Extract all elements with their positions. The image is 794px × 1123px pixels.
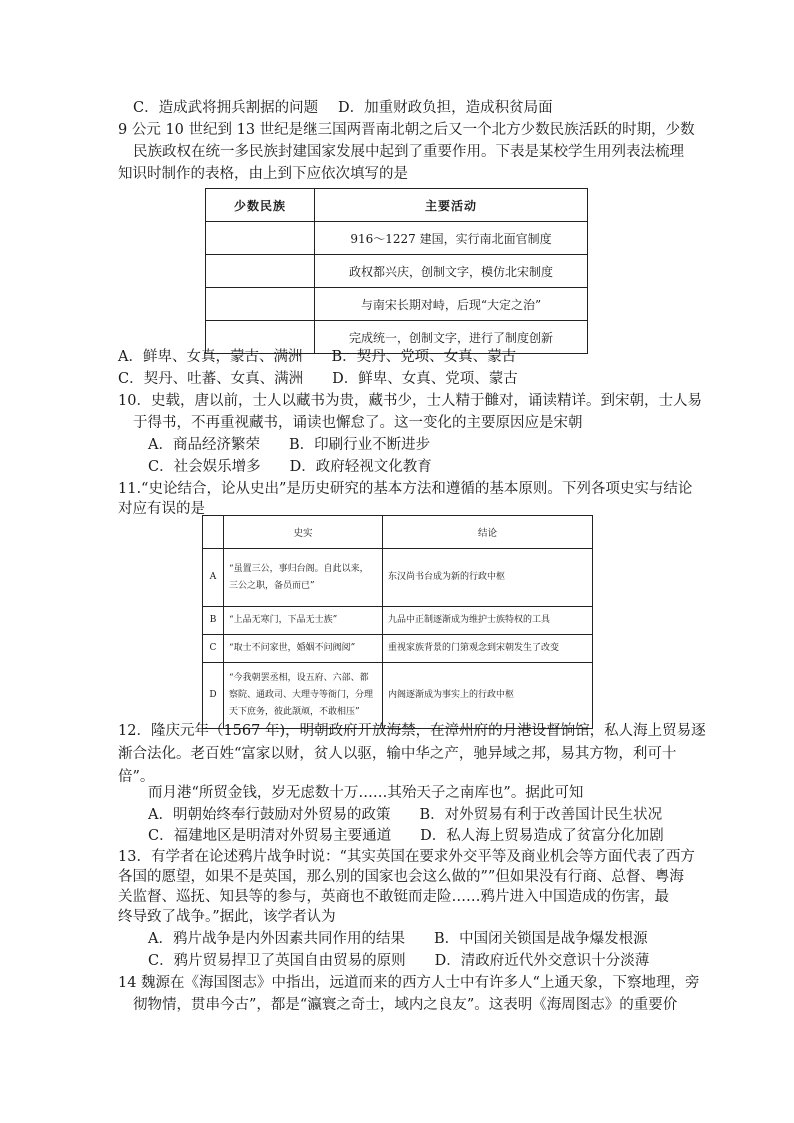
table-cell: 完成统一，创制文字，进行了制度创新 (315, 321, 588, 354)
question-text: 于得书，不再重视藏书，诵读也懈怠了。这一变化的主要原因应是宋朝 (133, 415, 583, 431)
option-c: C．造成武将拥兵割据的问题 (133, 100, 319, 116)
fact-conclusion-table (202, 515, 593, 729)
option-line: C．社会娱乐增多 D．政府轻视文化教育 (148, 459, 432, 475)
question-text: 11.“史论结合，论从史出”是历史研究的基本方法和遵循的基本原则。下列各项史实与结论 (118, 481, 693, 497)
question-text: 9 公元 10 世纪到 13 世纪是继三国两晋南北朝之后又一个北方少数民族活跃的时期，少数 (118, 122, 695, 138)
column-header: 结论 (383, 516, 593, 549)
question-text: 彻物情，贯串今古”，都是“瀛寰之奇士，域内之良友”。这表明《海周图志》的重要价 (133, 997, 678, 1013)
question-text: 渐合法化。老百姓“富家以财，贫人以驱，输中华之产，驰异域之邦，易其方物，利可十 (118, 746, 677, 762)
question-text: 12．隆庆元年（1567 年)，明朝政府开放海禁，在漳州府的月港设督饷馆，私人海上贸易逐 (118, 723, 706, 739)
option-line: C．鸦片贸易捍卫了英国自由贸易的原则 D．清政府近代外交意识十分淡薄 (148, 953, 650, 969)
conclusion-cell: 重视家族背景的门第观念到宋朝发生了改变 (383, 635, 593, 663)
option-line: A．商品经济繁荣 B．印刷行业不断进步 (148, 437, 431, 453)
column-header: 史实 (224, 516, 383, 549)
table-row (206, 222, 588, 255)
blank-cell (206, 255, 315, 288)
question-text: 民族政权在统一多民族封建国家发展中起到了重要作用。下表是某校学生用列表法梳理 (133, 144, 684, 160)
table-row (203, 663, 593, 729)
table-row (203, 549, 593, 607)
table-row (206, 288, 588, 321)
row-key: C (203, 635, 224, 663)
row-key: A (203, 549, 224, 607)
fact-cell: “上品无寒门，下品无士族” (224, 607, 383, 635)
question-text: 13．有学者在论述鸦片战争时说：“其实英国在要求外交平等及商业机会等方面代表了西方 (118, 849, 695, 865)
conclusion-cell: 内阁逐渐成为事实上的行政中枢 (383, 663, 593, 729)
question-text: 终导致了战争。”据此，该学者认为 (118, 909, 336, 925)
table-cell: 政权都兴庆，创制文字，模仿北宋制度 (315, 255, 588, 288)
question-text: 关监督、巡抚、知县等的参与，英商也不敢铤而走险……鸦片进入中国造成的伤害，最 (118, 889, 669, 905)
question-text: 10．史载，唐以前，士人以藏书为贵，藏书少，士人精于雠对，诵读精详。到宋朝，士人易 (118, 393, 702, 409)
blank-cell (203, 516, 224, 549)
table-row (203, 607, 593, 635)
option-line: A．鸦片战争是内外因素共同作用的结果 B．中国闭关锁国是战争爆发根源 (148, 931, 648, 947)
table-cell: 916～1227 建国，实行南北面官制度 (315, 222, 588, 255)
fact-cell: “取士不问家世，婚姻不问阀阅” (224, 635, 383, 663)
question-text: 14 魏源在《海国图志》中指出，远道而来的西方人士中有许多人“上通天象，下察地理，旁 (118, 975, 700, 991)
column-header: 少数民族 (206, 189, 315, 222)
blank-cell (206, 222, 315, 255)
conclusion-cell: 九品中正制逐渐成为维护士族特权的工具 (383, 607, 593, 635)
column-header: 主要活动 (315, 189, 588, 222)
option-line: C．福建地区是明清对外贸易主要通道 D．私人海上贸易造成了贫富分化加剧 (148, 828, 664, 844)
option-line: C．契丹、吐蕃、女真、满洲 D．鲜卑、女真、党项、蒙古 (118, 371, 518, 387)
table-cell: 与南宋长期对峙，后现“大定之治” (315, 288, 588, 321)
table-header-row (203, 516, 593, 549)
option-d: D．加重财政负担，造成积贫局面 (338, 100, 553, 116)
question-text: 而月港“所贸金钱，岁无虑数十万……其殆天子之南库也”。据此可知 (148, 785, 584, 801)
question-text: 对应有误的是 (118, 501, 205, 517)
table-row (203, 635, 593, 663)
blank-cell (206, 288, 315, 321)
conclusion-cell: 东汉尚书台成为新的行政中枢 (383, 549, 593, 607)
fact-cell: “今我朝罢丞相，设五府、六部、都察院、通政司、大理寺等衙门，分理天下庶务，彼此颉颃，不敢相压” (224, 663, 383, 729)
table-row (206, 255, 588, 288)
question-text: 倍”。 (118, 769, 155, 785)
row-key: B (203, 607, 224, 635)
fact-cell: “虽置三公，事归台阁。自此以来，三公之职，备员而已” (224, 549, 383, 607)
question-text: 知识时制作的表格，由上到下应依次填写的是 (118, 166, 408, 182)
option-line: A．明朝始终奉行鼓励对外贸易的政策 B．对外贸易有利于改善国计民生状况 (148, 807, 663, 823)
table-header-row (206, 189, 588, 222)
row-key: D (203, 663, 224, 729)
minority-table (205, 188, 588, 354)
question-text: 各国的愿望，如果不是英国，那么别的国家也会这么做的””但如果没有行商、总督、粤海 (118, 869, 684, 885)
option-line: A．鲜卑、女真，蒙古、满洲 B．契丹、党项、女真、蒙古 (118, 349, 517, 365)
